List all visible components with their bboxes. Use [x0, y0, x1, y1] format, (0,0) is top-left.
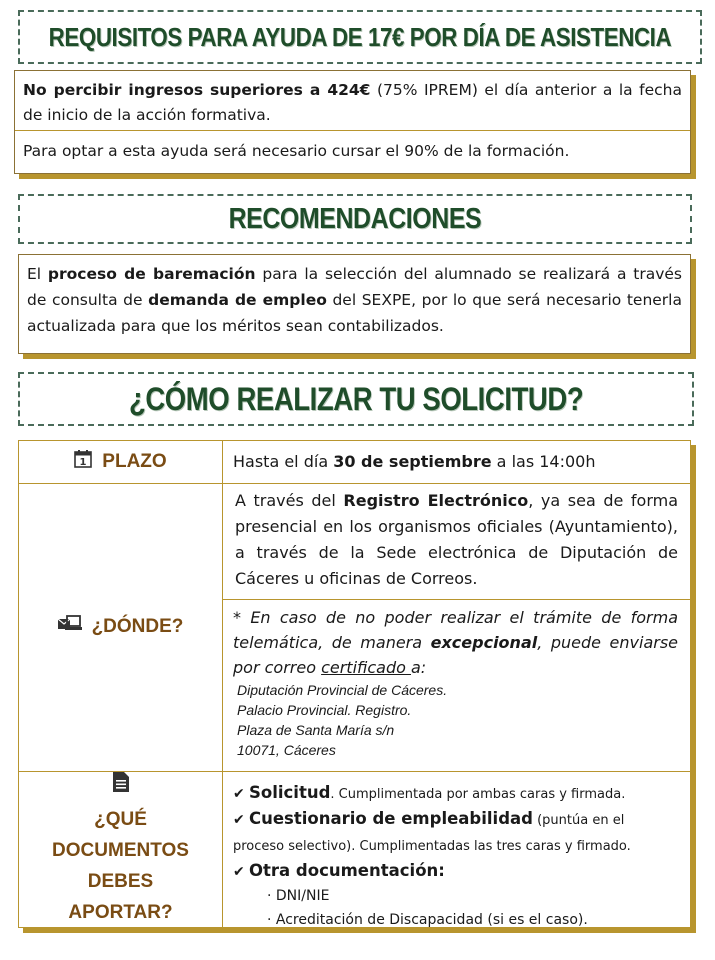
requisitos-title: REQUISITOS PARA AYUDA DE 17€ POR DÍA DE ASISTENCIA [48, 21, 672, 52]
plazo-label-cell [19, 441, 223, 483]
text-fragment: El [27, 265, 48, 283]
documentos-label-line: APORTAR? [68, 901, 173, 923]
text-fragment: para la selección del alumnado se realizará a través de consulta de [27, 265, 683, 309]
documentos-label-cell [19, 771, 223, 927]
address-line: Palacio Provincial. Registro. [237, 702, 412, 718]
requisitos-panel [14, 70, 691, 174]
text-fragment: a: [410, 658, 427, 677]
documentos-label-line: DEBES [87, 870, 154, 892]
donde-note-text [233, 605, 678, 680]
donde-note [223, 605, 690, 760]
doc-otra [233, 859, 690, 884]
recomendaciones-text [19, 255, 690, 345]
requisitos-banner [18, 10, 702, 64]
text-fragment: * En caso de no poder realizar el trámite de forma telemática, de manera [233, 608, 678, 652]
check-icon: ✔ [233, 812, 245, 828]
text-fragment: del SEXPE, por lo que será necesario tenerla actualizada para que los méritos sean contabilizados. [27, 291, 682, 335]
check-icon: ✔ [233, 864, 245, 880]
calendar-icon [74, 450, 92, 474]
requisito-asistencia: Para optar a esta ayuda será necesario cursar el 90% de la formación. [15, 130, 690, 170]
address-line: Plaza de Santa María s/n [237, 722, 395, 738]
document-icon [113, 771, 129, 802]
bold-fragment: excepcional [430, 633, 538, 652]
doc-detail: proceso selectivo). Cumplimentadas las tres caras y firmado. [233, 839, 631, 854]
bold-fragment: Registro Electrónico [343, 491, 529, 510]
divider [223, 599, 690, 600]
text-fragment: A través del [235, 491, 344, 510]
check-icon: ✔ [233, 786, 245, 802]
doc-sub-discapacidad: · Acreditación de Discapacidad (si es el caso). [267, 912, 588, 928]
text-fragment: , ya sea de forma presencial en los organismos oficiales (Ayuntamiento), a través de la Sede electrónica de Diputación de Cáceres u oficinas de Correos. [235, 491, 678, 588]
requisito-ingresos-text: (75% IPREM) el día anterior a la fecha de inicio de la acción formativa. [23, 81, 682, 124]
donde-label-cell [19, 483, 223, 771]
solicitud-banner [18, 372, 694, 426]
bold-fragment: demanda de empleo [148, 291, 327, 309]
address-block [233, 680, 678, 760]
doc-title: Otra documentación: [249, 861, 445, 880]
laptop-mail-icon [58, 615, 82, 639]
text-fragment: a las 14:00h [491, 452, 596, 471]
doc-title: Cuestionario de empleabilidad [249, 809, 533, 828]
donde-label: ¿DÓNDE? [91, 616, 184, 637]
recomendaciones-title: RECOMENDACIONES [228, 202, 482, 235]
doc-sub-dni: · DNI/NIE [267, 888, 330, 904]
address-line: 10071, Cáceres [237, 742, 336, 758]
text-fragment: Hasta el día [233, 452, 334, 471]
doc-solicitud [233, 781, 690, 807]
doc-detail: (puntúa en el [532, 813, 625, 828]
documentos-label-line: DOCUMENTOS [52, 839, 189, 861]
solicitud-table [18, 440, 691, 928]
text-fragment: , puede enviarse por correo [233, 633, 679, 677]
recomendaciones-banner [18, 194, 692, 244]
solicitud-title: ¿CÓMO REALIZAR TU SOLICITUD? [128, 380, 584, 417]
doc-detail: . Cumplimentada por ambas caras y firmada. [330, 787, 626, 802]
documentos-content [223, 781, 690, 932]
doc-cuestionario [233, 807, 690, 833]
requisito-ingresos [15, 71, 690, 130]
bold-fragment: proceso de baremación [47, 265, 256, 283]
doc-cuestionario-detail [233, 833, 690, 859]
doc-title: Solicitud [249, 783, 331, 802]
recomendaciones-panel [18, 254, 691, 354]
address-line: Diputación Provincial de Cáceres. [237, 682, 448, 698]
donde-content [223, 488, 690, 600]
plazo-date: 30 de septiembre [333, 452, 492, 471]
requisito-ingresos-bold: No percibir ingresos superiores a 424€ [23, 81, 371, 99]
plazo-content [223, 449, 690, 475]
underline-fragment: certificado [321, 658, 411, 677]
plazo-label: PLAZO [102, 451, 167, 472]
documentos-label-line: ¿QUÉ [94, 808, 147, 830]
svg-text:1: 1 [79, 457, 87, 468]
